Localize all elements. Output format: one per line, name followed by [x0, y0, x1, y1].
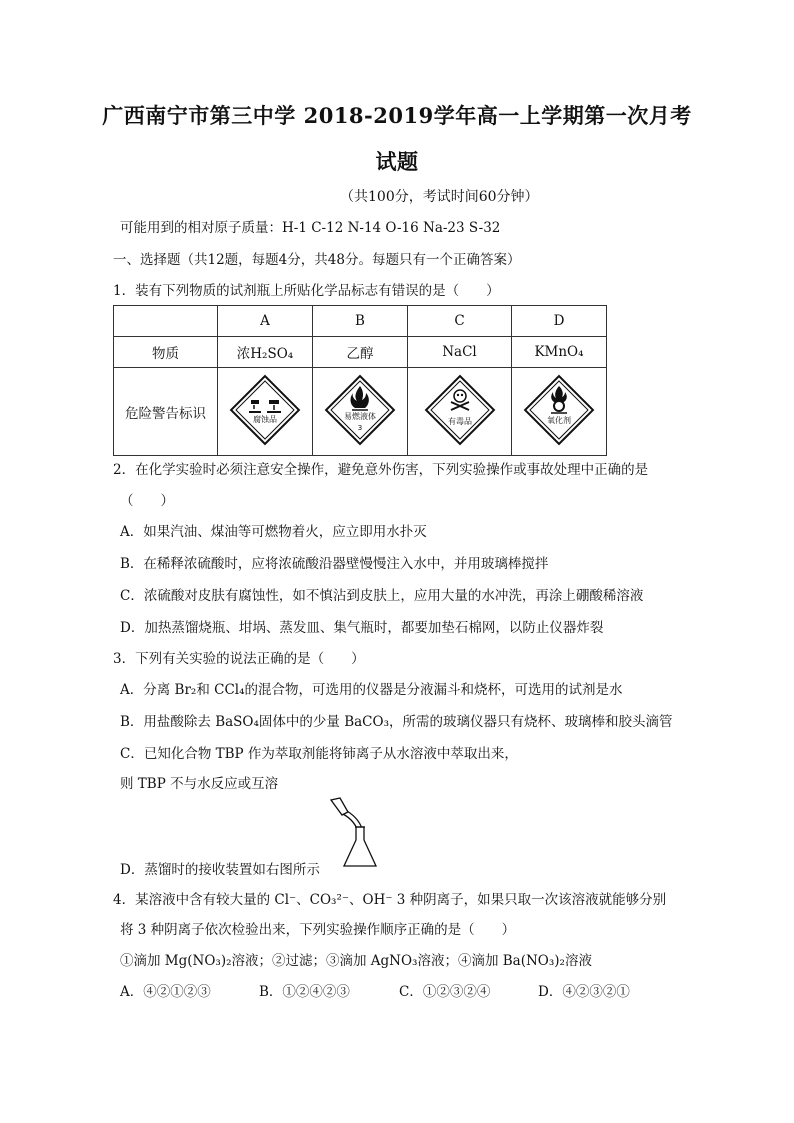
sign-label-c: 有毒品	[447, 416, 472, 426]
flammable-liquid-icon	[324, 374, 396, 446]
question-3-option-c-line1: C．已知化合物 TBP 作为萃取剂能将铈离子从水溶液中萃取出来，	[120, 746, 518, 762]
row-label-sign: 危险警告标识	[114, 368, 218, 456]
substance-b: 乙醇	[313, 337, 408, 368]
sign-cell-c	[408, 368, 512, 456]
question-4-option-b: B．①②④②③	[259, 984, 350, 1000]
sign-label-b: 易燃液体	[344, 411, 376, 421]
question-2-option-c: C．浓硫酸对皮肤有腐蚀性，如不慎沾到皮肤上，应用大量的水冲洗，再涂上硼酸稀溶液	[120, 588, 644, 604]
column-header-a: A	[218, 306, 313, 337]
question-1-stem: 1．装有下列物质的试剂瓶上所贴化学品标志有错误的是（ ）	[113, 283, 500, 299]
exam-info: （共100分，考试时间60分钟）	[340, 189, 539, 205]
section-heading: 一、选择题（共12题，每题4分，共48分。每题只有一个正确答案）	[113, 252, 521, 268]
atomic-mass-note: 可能用到的相对原子质量：H-1 C-12 N-14 O-16 Na-23 S-32	[120, 220, 501, 236]
substance-a: 浓H₂SO₄	[218, 337, 313, 368]
corrosive-icon	[229, 374, 301, 446]
substance-d: KMnO₄	[512, 337, 607, 368]
question-3-option-c-line2: 则 TBP 不与水反应或互溶	[120, 776, 279, 792]
sign-cell-b	[313, 368, 408, 456]
question-4-option-c: C．①②③②④	[399, 984, 491, 1000]
question-3-stem: 3．下列有关实验的说法正确的是（ ）	[113, 651, 365, 667]
column-header-b: B	[313, 306, 408, 337]
question-2-option-d: D．加热蒸馏烧瓶、坩埚、蒸发皿、集气瓶时，都要加垫石棉网，以防止仪器炸裂	[120, 620, 604, 636]
sign-label-d: 氧化剂	[547, 415, 571, 425]
sign-cell-d	[512, 368, 607, 456]
page-title-line2: 试题	[375, 149, 419, 174]
sign-cell-a	[218, 368, 313, 456]
hazard-sign-table	[113, 305, 607, 456]
sign-label-a: 腐蚀品	[253, 414, 277, 424]
column-header-d: D	[512, 306, 607, 337]
question-2-option-b: B．在稀释浓硫酸时，应将浓硫酸沿器壁慢慢注入水中，并用玻璃棒搅拌	[120, 556, 549, 572]
question-4-stem-line2: 将 3 种阴离子依次检验出来，下列实验操作顺序正确的是（ ）	[120, 922, 516, 938]
table-corner-cell	[114, 306, 218, 337]
question-2-option-a: A．如果汽油、煤油等可燃物着火，应立即用水扑灭	[120, 524, 427, 540]
question-4-option-d: D．④②③②①	[538, 984, 630, 1000]
question-3-option-a: A．分离 Br₂和 CCl₄的混合物，可选用的仪器是分液漏斗和烧杯，可选用的试剂是水	[120, 682, 623, 698]
question-2-paren: （ ）	[120, 493, 174, 509]
row-label-substance: 物质	[114, 337, 218, 368]
question-4-option-a: A．④②①②③	[120, 984, 211, 1000]
sign-class-b: 3	[357, 423, 363, 432]
page-title: 广西南宁市第三中学 2018-2019学年高一上学期第一次月考	[102, 103, 692, 128]
column-header-c: C	[408, 306, 512, 337]
question-3-option-b: B．用盐酸除去 BaSO₄固体中的少量 BaCO₃，所需的玻璃仪器只有烧杯、玻璃棒和胶头滴管	[120, 714, 673, 730]
question-2-stem: 2．在化学实验时必须注意安全操作，避免意外伤害，下列实验操作或事故处理中正确的是	[113, 462, 649, 478]
substance-c: NaCl	[408, 337, 512, 368]
receiving-flask-diagram	[322, 796, 382, 872]
toxic-icon	[424, 374, 496, 446]
question-4-stem-line1: 4．某溶液中含有较大量的 Cl⁻、CO₃²⁻、OH⁻ 3 种阴离子，如果只取一次该溶液就能够分别	[113, 892, 667, 908]
oxidizer-icon	[523, 374, 595, 446]
question-4-steps: ①滴加 Mg(NO₃)₂溶液；②过滤；③滴加 AgNO₃溶液；④滴加 Ba(NO₃)₂溶液	[120, 953, 592, 969]
question-3-option-d: D．蒸馏时的接收装置如右图所示	[120, 862, 320, 878]
